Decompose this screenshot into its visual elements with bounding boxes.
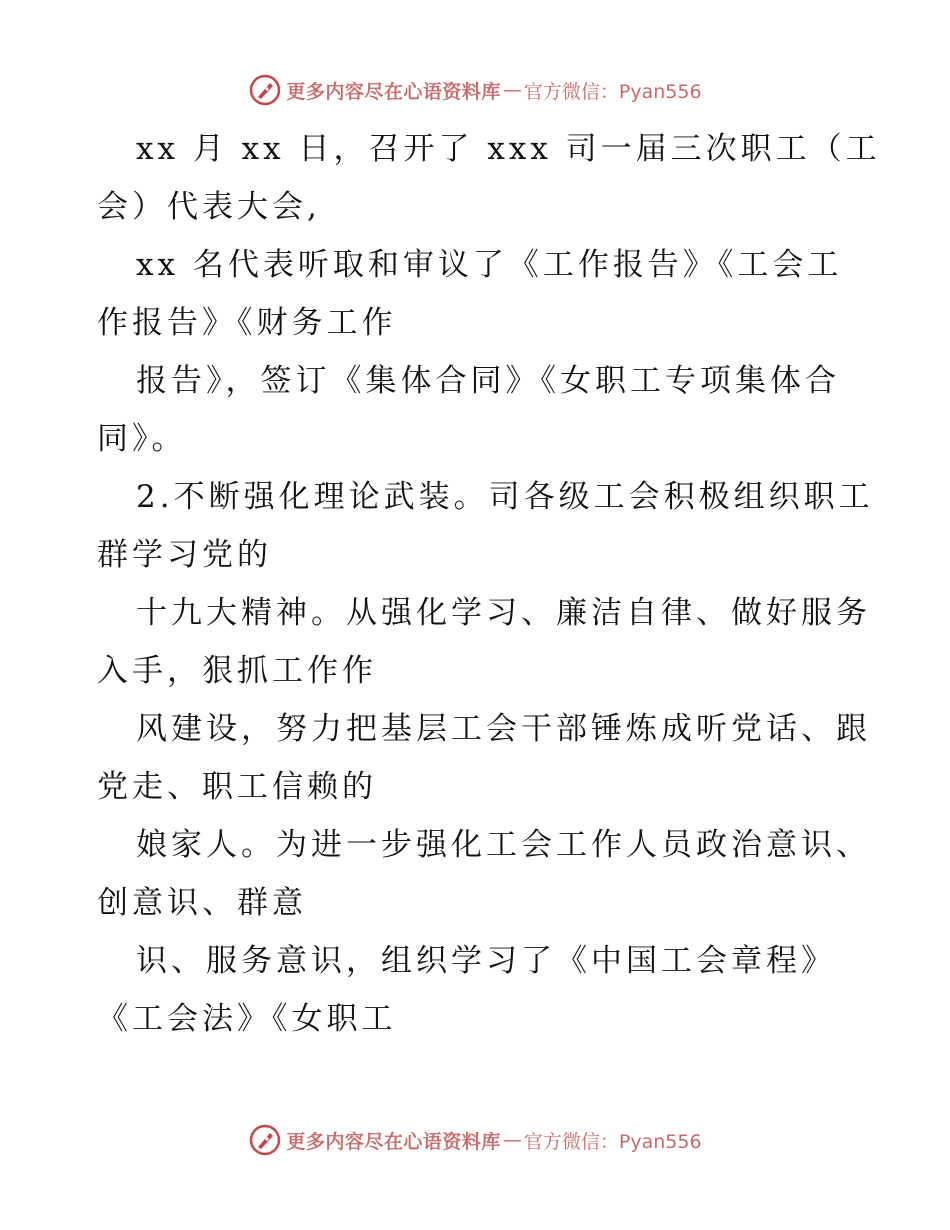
- watermark-separator: —: [502, 79, 522, 101]
- body-line: 创意识、群意: [97, 885, 307, 921]
- watermark-separator: —: [502, 1129, 522, 1151]
- body-line: 风建设，努力把基层工会干部锤炼成听党话、跟: [136, 711, 871, 747]
- body-line: 群学习党的: [97, 537, 272, 573]
- body-line: 识、服务意识，组织学习了《中国工会章程》: [136, 943, 836, 979]
- watermark-text: 更多内容尽在心语资料库: [286, 1130, 501, 1153]
- watermark-contact: 官方微信：Pyan556: [523, 1130, 702, 1153]
- watermark-text: 更多内容尽在心语资料库: [286, 80, 501, 103]
- body-line: 娘家人。为进一步强化工会工作人员政治意识、: [136, 827, 871, 863]
- body-line: 党走、职工信赖的: [97, 769, 377, 805]
- body-line: 十九大精神。从强化学习、廉洁自律、做好服务: [136, 595, 871, 631]
- body-line: 报告》，签订《集体合同》《女职工专项集体合: [136, 363, 840, 399]
- body-line: 《工会法》《女职工: [97, 1001, 397, 1037]
- body-line: 作报告》《财务工作: [97, 305, 397, 341]
- pen-nib-circle-icon: [248, 73, 282, 107]
- body-line: 2.不断强化理论武装。司各级工会积极组织职工: [136, 479, 874, 515]
- header-watermark: [0, 70, 950, 110]
- body-line: xx 名代表听取和审议了《工作报告》《工会工: [136, 247, 843, 283]
- watermark-contact: 官方微信：Pyan556: [523, 80, 702, 103]
- footer-watermark: [0, 1120, 950, 1160]
- body-line: xx 月 xx 日，召开了 xxx 司一届三次职工（工: [136, 131, 881, 167]
- body-line: 会）代表大会,: [97, 189, 321, 225]
- body-line: 同》。: [97, 421, 187, 457]
- pen-nib-circle-icon: [248, 1123, 282, 1157]
- body-line: 入手，狠抓工作作: [97, 653, 377, 689]
